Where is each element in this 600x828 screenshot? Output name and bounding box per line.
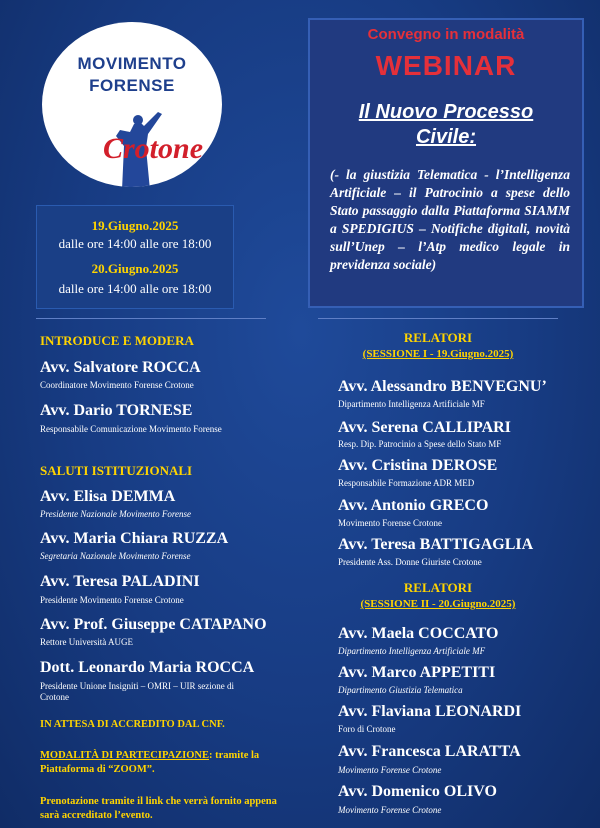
webinar-box xyxy=(308,18,584,308)
speaker-name: Avv. Francesca LARATTA xyxy=(338,743,521,760)
logo-line-1: MOVIMENTO xyxy=(77,54,187,73)
logo xyxy=(42,22,222,187)
saluti-name: Avv. Elisa DEMMA xyxy=(40,488,176,505)
speaker-name: Avv. Antonio GRECO xyxy=(338,497,489,514)
saluti-name: Avv. Maria Chiara RUZZA xyxy=(40,530,229,547)
session-2-label: (SESSIONE II - 20.Giugno.2025) xyxy=(360,598,516,610)
speaker-name: Avv. Maela COCCATO xyxy=(338,625,499,642)
host-role: Coordinatore Movimento Forense Crotone xyxy=(40,380,194,390)
webinar-title-1: Il Nuovo Processo xyxy=(358,101,534,123)
speaker-role: Movimento Forense Crotone xyxy=(338,805,442,815)
date-2: 20.Giugno.2025 xyxy=(91,261,179,276)
time-2: dalle ore 14:00 alle ore 18:00 xyxy=(58,281,212,296)
saluti-name: Avv. Prof. Giuseppe CATAPANO xyxy=(40,616,267,633)
saluti-role: Rettore Università AUGE xyxy=(40,637,133,647)
separator-right xyxy=(318,318,558,319)
saluti-name: Avv. Teresa PALADINI xyxy=(40,573,200,590)
saluti-role: Presidente Nazionale Movimento Forense xyxy=(40,509,192,519)
speaker-role: Responsabile Formazione ADR MED xyxy=(338,478,475,488)
logo-city: Crotone xyxy=(102,132,204,165)
dates-box xyxy=(36,205,234,309)
speaker-name: Avv. Teresa BATTIGAGLIA xyxy=(338,536,534,553)
speaker-role: Dipartimento Intelligenza Artificiale MF xyxy=(338,399,485,409)
relatori-heading-2: RELATORI xyxy=(403,580,473,595)
speaker-name: Avv. Cristina DEROSE xyxy=(338,457,498,474)
speaker-role: Foro di Crotone xyxy=(338,724,396,734)
saluti-name: Dott. Leonardo Maria ROCCA xyxy=(40,659,255,676)
host-role: Responsabile Comunicazione Movimento Forense xyxy=(40,424,222,434)
logo-line-2: FORENSE xyxy=(89,76,175,95)
speaker-role: Dipartimento Giustizia Telematica xyxy=(338,685,463,695)
prenotazione-note: Prenotazione tramite il link che verrà fornito appena sarà accreditato l’evento. xyxy=(40,796,277,821)
speaker-name: Avv. Domenico OLIVO xyxy=(338,783,497,800)
modalita-note xyxy=(40,749,288,777)
saluti-role: Presidente Unione Insigniti – OMRI – UIR sezione di Crotone xyxy=(40,681,234,702)
speaker-name: Avv. Flaviana LEONARDI xyxy=(338,703,522,720)
saluti-role: Segretaria Nazionale Movimento Forense xyxy=(40,551,191,561)
speaker-role: Movimento Forense Crotone xyxy=(338,765,442,775)
saluti-role: Presidente Movimento Forense Crotone xyxy=(40,595,184,605)
speaker-role: Dipartimento Intelligenza Artificiale MF xyxy=(338,646,486,656)
relatori-heading-1: RELATORI xyxy=(403,330,473,345)
separator-left xyxy=(36,318,266,319)
webinar-title-2: Civile: xyxy=(415,126,477,148)
speaker-name: Avv. Alessandro BENVEGNU’ xyxy=(338,378,547,395)
speaker-name: Avv. Marco APPETITI xyxy=(338,664,496,681)
host-name: Avv. Salvatore ROCCA xyxy=(40,359,201,376)
introduce-heading: INTRODUCE E MODERA xyxy=(40,333,194,348)
webinar-description: (- la giustizia Telematica - l’Intelligenza Artificiale – il Patrocinio a spese dello Stato passaggio dalla Piattaforma SIAMM a SPEDIGIUS – Notifiche digitali, novità sull’Unep – l’Atp medico legale in previdenza sociale) xyxy=(330,167,570,272)
date-1: 19.Giugno.2025 xyxy=(91,218,179,233)
saluti-heading: SALUTI ISTITUZIONALI xyxy=(40,463,193,478)
webinar-mode: Convegno in modalità xyxy=(367,26,525,43)
modalita-label: MODALITÀ DI PARTECIPAZIONE xyxy=(40,750,210,761)
speaker-role: Resp. Dip. Patrocinio a Spese dello Stato MF xyxy=(338,439,502,449)
session-1-label: (SESSIONE I - 19.Giugno.2025) xyxy=(362,348,514,360)
accredito-note: IN ATTESA DI ACCREDITO DAL CNF. xyxy=(40,719,225,730)
modalita-text: : tramite la Piattaforma di “ZOOM”. xyxy=(40,750,260,775)
time-1: dalle ore 14:00 alle ore 18:00 xyxy=(58,236,212,251)
speaker-name: Avv. Serena CALLIPARI xyxy=(338,419,511,436)
speaker-role: Movimento Forense Crotone xyxy=(338,518,442,528)
speaker-role: Presidente Ass. Donne Giuriste Crotone xyxy=(338,557,482,567)
host-name: Avv. Dario TORNESE xyxy=(40,402,193,419)
webinar-label: WEBINAR xyxy=(375,50,517,81)
